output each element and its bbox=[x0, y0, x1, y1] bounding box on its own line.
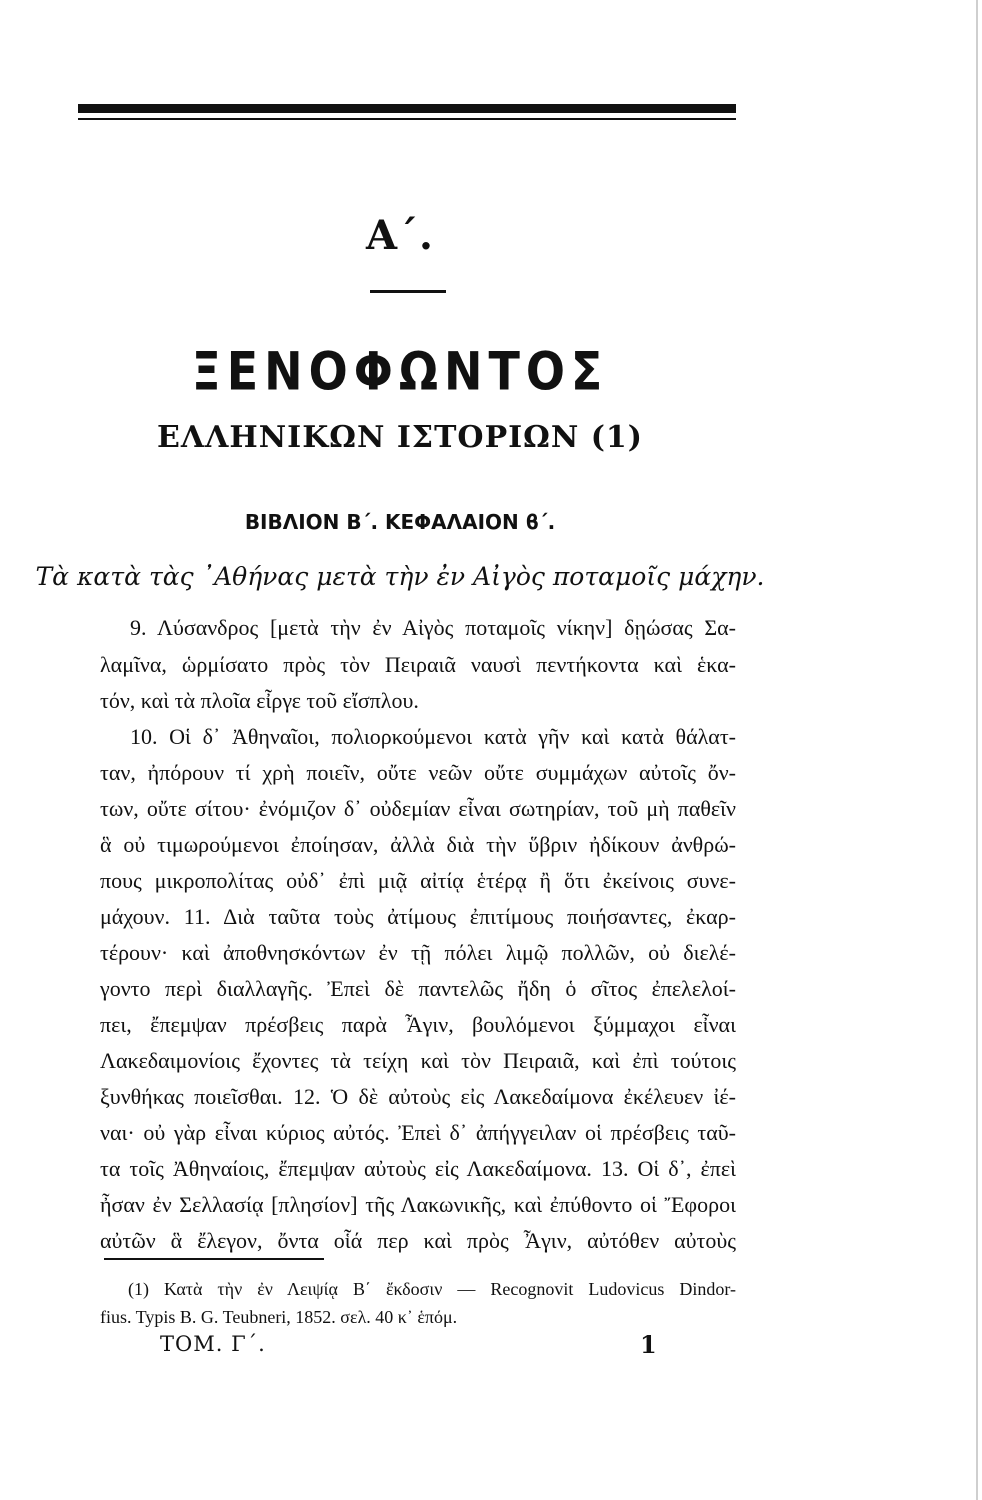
section-letter: Α΄. bbox=[366, 212, 434, 259]
body-line: 9. Λύσανδρος [μετὰ τὴν ἐν Αἰγὸς ποταμοῖς νίκην] δῃώσας Σα- bbox=[130, 615, 736, 640]
volume-label: ΤΟΜ. Γ΄. bbox=[160, 1332, 266, 1356]
body-line: αὐτῶν ἃ ἔλεγον, ὄντα οἷά περ καὶ πρὸς Ἆγιν, αὐτόθεν αὐτοὺς bbox=[100, 1228, 736, 1253]
footnote-line: fius. Typis B. G. Teubneri, 1852. σελ. 40 κ᾿ ἑπόμ. bbox=[100, 1307, 458, 1327]
body-line: γοντο περὶ διαλλαγῆς. Ἐπεὶ δὲ παντελῶς ἤδη ὁ σῖτος ἐπελελοί- bbox=[100, 976, 736, 1001]
body-line: ναι· οὐ γὰρ εἶναι κύριος αὐτός. Ἐπεὶ δ᾿ ἀπήγγειλαν οἱ πρέσβεις ταῦ- bbox=[100, 1120, 736, 1145]
page-number: 1 bbox=[640, 1330, 657, 1359]
body-line: των, οὔτε σίτου· ἐνόμιζον δ᾿ οὐδεμίαν εἶναι σωτηρίαν, τοῦ μὴ παθεῖν bbox=[100, 796, 736, 821]
body-line: πους μικροπολίτας οὐδ᾿ ἐπὶ μιᾷ αἰτίᾳ ἑτέρᾳ ἢ ὅτι ἐκείνοις συνε- bbox=[100, 868, 736, 893]
body-line: ἃ οὐ τιμωρούμενοι ἐποίησαν, ἀλλὰ διὰ τὴν ὕβριν ἠδίκουν ἀνθρώ- bbox=[100, 832, 736, 857]
body-line: πει, ἔπεμψαν πρέσβεις παρὰ Ἆγιν, βουλόμενοι ξύμμαχοι εἶναι bbox=[100, 1012, 736, 1037]
footnote-rule bbox=[104, 1258, 324, 1260]
section-divider bbox=[370, 290, 446, 293]
work-title: ΕΛΛΗΝΙΚΩΝ ΙΣΤΟΡΙΩΝ (1) bbox=[157, 420, 643, 455]
body-line: 10. Οἱ δ᾿ Ἀθηναῖοι, πολιορκούμενοι κατὰ γῆν καὶ κατὰ θάλατ- bbox=[130, 724, 736, 749]
footnote-line: (1) Κατὰ τὴν ἐν Λειψίᾳ Β΄ ἔκδοσιν — Recognovit Ludovicus Dindor- bbox=[128, 1279, 736, 1299]
chapter-subtitle: Τὰ κατὰ τὰς ᾿Αθήνας μετὰ τὴν ἐν Αἰγὸς ποταμοῖς μάχην. bbox=[35, 562, 765, 591]
header-thin-rule bbox=[78, 118, 736, 120]
body-line: ταν, ἠπόρουν τί χρὴ ποιεῖν, οὔτε νεῶν οὔτε συμμάχων αὐτοῖς ὄν- bbox=[100, 760, 736, 785]
author-title: ΞΕΝΟΦΩΝΤΟΣ bbox=[191, 339, 609, 403]
body-line: ἦσαν ἐν Σελλασίᾳ [πλησίον] τῆς Λακωνικῆς, καὶ ἐπύθοντο οἱ Ἔφοροι bbox=[100, 1192, 736, 1217]
body-line: ξυνθήκας ποιεῖσθαι. 12. Ὁ δὲ αὐτοὺς εἰς Λακεδαίμονα ἐκέλευεν ἰέ- bbox=[100, 1084, 736, 1109]
body-line: μάχουν. 11. Διὰ ταῦτα τοὺς ἀτίμους ἐπιτίμους ποιήσαντες, ἐκαρ- bbox=[100, 904, 736, 929]
chapter-heading: ΒΙΒΛΙΟΝ Β΄. ΚΕΦΑΛΑΙΟΝ ϐ΄. bbox=[244, 510, 556, 534]
page-edge bbox=[976, 0, 978, 1500]
header-thick-rule bbox=[78, 104, 736, 113]
body-line: τέρουν· καὶ ἀποθνησκόντων ἐν τῇ πόλει λιμῷ πολλῶν, οὐ διελέ- bbox=[100, 940, 736, 965]
body-line: τα τοῖς Ἀθηναίοις, ἔπεμψαν αὐτοὺς εἰς Λακεδαίμονα. 13. Οἱ δ᾿, ἐπεὶ bbox=[100, 1156, 736, 1181]
body-line: λαμῖνα, ὡρμίσατο πρὸς τὸν Πειραιᾶ ναυσὶ πεντήκοντα καὶ ἑκα- bbox=[100, 652, 736, 677]
body-line: τόν, καὶ τὰ πλοῖα εἶργε τοῦ εἴσπλου. bbox=[100, 688, 419, 713]
body-line: Λακεδαιμονίοις ἔχοντες τὰ τείχη καὶ τὸν Πειραιᾶ, καὶ ἐπὶ τούτοις bbox=[100, 1048, 736, 1073]
